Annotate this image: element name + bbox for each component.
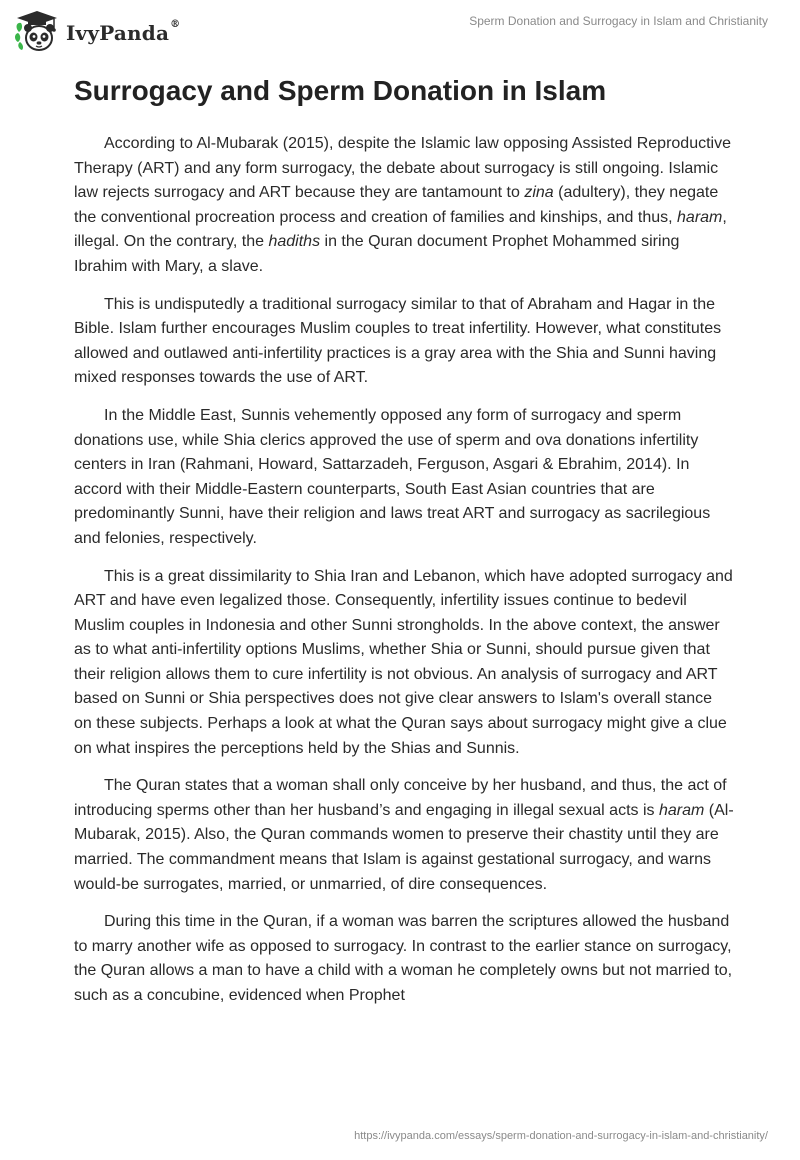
logo-text: IvyPanda xyxy=(66,21,170,45)
paragraph-text: (Al-Mubarak, 2015). Also, the Quran commands women to preserve their chastity until they are married. The commandment means that Islam is against gestational surrogacy, and warns would-be surrogates, married, or unmarried, of dire consequences. xyxy=(74,801,734,893)
italic-term-haram: haram xyxy=(677,208,723,226)
paragraph-6: During this time in the Quran, if a woman was barren the scriptures allowed the husband to marry another wife as opposed to surrogacy. In contrast to the earlier stance on surrogacy, the Quran allows a man to have a child with a woman he completely owns but not married to, such as a concubine, evidenced when Prophet xyxy=(74,913,733,1004)
paragraph-4: This is a great dissimilarity to Shia Iran and Lebanon, which have adopted surrogacy and ART and have even legalized those. Consequently, infertility issues continue to bedevil Muslim couples in Indonesia and other Sunni strongholds. In the above context, the answer as to what anti-infertility options Muslims, whether Shia or Sunni, should pursue given that their religion allows them to cure infertility is not obvious. An analysis of surrogacy and ART based on Sunni or Shia perspectives does not give clear answers to Islam's overall stance on these subjects. Perhaps a look at what the Quran says about surrogacy might give a clue on what inspires the perceptions held by the Shias and Sunnis. xyxy=(74,567,733,757)
paragraph-text: According to Al-Mubarak (2015), despite the Islamic law opposing Assisted Reproductive Therapy (ART) and any form surrogacy, the debate about surrogacy is still ongoing. Islamic law rejects surrogacy and ART because they are tantamount to xyxy=(74,135,731,202)
article-content xyxy=(74,72,734,1022)
logo-wordmark xyxy=(66,21,180,45)
ivypanda-logo[interactable] xyxy=(14,10,180,52)
registered-mark: ® xyxy=(170,19,181,30)
paragraph-5 xyxy=(74,774,734,897)
header-page-title: Sperm Donation and Surrogacy in Islam and Christianity xyxy=(469,14,768,28)
paragraph-3: In the Middle East, Sunnis vehemently opposed any form of surrogacy and sperm donations use, while Shia clerics approved the use of sperm and ova donations infertility centers in Iran (Rahmani, Howard, Sattarzadeh, Ferguson, Asgari & Ebrahim, 2014). In accord with their Middle-Eastern counterparts, South East Asian countries that are predominantly Sunni, have their religion and laws treat ART and surrogacy as sacrilegious and felonies, respectively. xyxy=(74,406,711,547)
italic-term-hadiths: hadiths xyxy=(268,233,321,251)
panda-graduate-icon xyxy=(14,10,60,52)
paragraph-text: in the Quran document Prophet Mohammed siring Ibrahim with Mary, a slave. xyxy=(74,233,680,275)
paragraph-text: (adultery), they negate the conventional procreation process and creation of families and kinships, and thus, xyxy=(74,184,719,226)
paragraph-1 xyxy=(74,132,734,280)
paragraph-text: , illegal. On the contrary, the xyxy=(74,208,727,251)
article-title: Surrogacy and Sperm Donation in Islam xyxy=(74,75,607,106)
italic-term-zina: zina xyxy=(524,184,554,202)
italic-term-haram: haram xyxy=(658,801,705,819)
source-url-link[interactable]: https://ivypanda.com/essays/sperm-donation-and-surrogacy-in-islam-and-christianity/ xyxy=(354,1130,768,1142)
page-header xyxy=(0,0,800,60)
paragraph-2: This is undisputedly a traditional surrogacy similar to that of Abraham and Hagar in the Bible. Islam further encourages Muslim couples to treat infertility. However, what constitutes allowed and outlawed anti-infertility practices is a gray area with the Shia and Sunni having mixed responses towards the use of ART. xyxy=(74,295,722,387)
paragraph-text: The Quran states that a woman shall only conceive by her husband, and thus, the act of introducing sperms other than her husband’s and engaging in illegal sexual acts is xyxy=(74,777,727,819)
